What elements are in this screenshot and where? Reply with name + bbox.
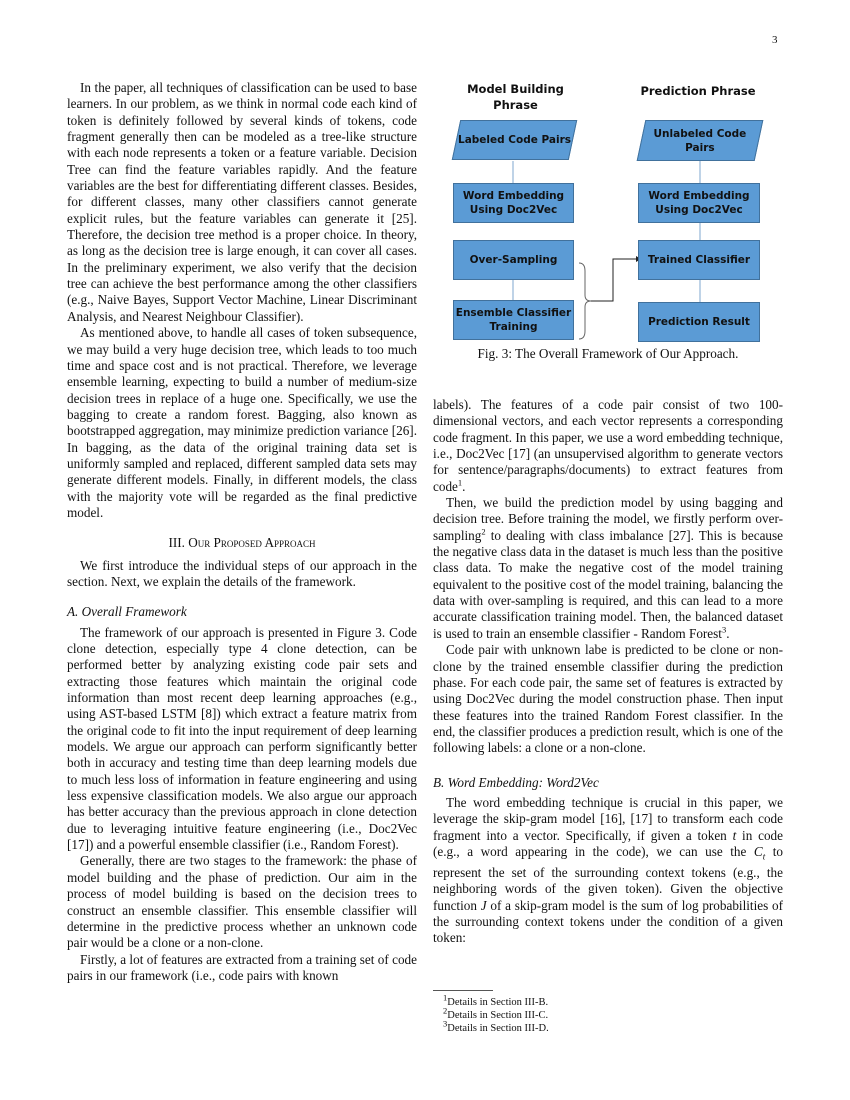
footnotes bbox=[443, 992, 549, 1035]
footnote: $^1$Details in Section III-B. bbox=[443, 992, 549, 1008]
footnote-divider bbox=[433, 990, 493, 991]
model-building-title: Model Building Phrase bbox=[467, 82, 564, 112]
prediction-result-box: Prediction Result bbox=[638, 302, 760, 342]
labeled-code-pairs-box: Labeled Code Pairs bbox=[452, 120, 578, 160]
framework-figure bbox=[433, 70, 783, 370]
paragraph: The framework of our approach is presented in Figure 3. Code clone detection, especially type 4 clone detection, can be performed better by analyzing existing code pair sets and extracting those features which maintain the original code information than most recent deep learning approaches (e.g., using AST-based LSTM [8]) which extract a feature matrix from the original code to fit into the input requirement of deep learning models. We argue our approach can perform significantly better both in accuracy and testing time than deep learning models due to much less loss of information in feature engineering and using less expensive classification models. We also argue our approach has better accuracy than the previous approach in clone detection due to leveraging intuitive feature engineering (i.e., Doc2Vec [17]) and a powerful ensemble classifier (i.e., Random Forest). bbox=[67, 624, 417, 853]
paragraph: labels). The features of a code pair consist of two 100-dimensional vectors, and each vector represents a corresponding code fragment. In this paper, we use a word embedding technique, i.e., Doc2Vec [17] (an unsupervised algorithm to generate vectors for sentence/paragraphs/documents) to extract features from code$^1$. bbox=[433, 397, 783, 494]
left-column bbox=[67, 80, 417, 984]
paragraph: We first introduce the individual steps of our approach in the section. Next, we explain the details of the framework. bbox=[67, 557, 417, 589]
paragraph: As mentioned above, to handle all cases of token subsequence, we may build a very huge decision tree, which leads to too much time and space cost and is not practical. Therefore, we leverage ensemble learning, expecting to build a number of medium-size decision trees in replace of a huge one. Specifically, we use the bagging to create a random forest. Bagging, also known as bootstrapped aggregation, may minimize prediction variance [26]. In bagging, as the data of the original training data set is uniformly sampled and replaced, different sampled data sets may generate different models. Finally, in different models, the class with the majority vote will be regarded as the final predictive model. bbox=[67, 325, 417, 520]
figure-caption: Fig. 3: The Overall Framework of Our Approach. bbox=[477, 346, 739, 361]
paragraph: The word embedding technique is crucial in this paper, we leverage the skip-gram model [16], [17] to transform each code fragment into a vector. Specifically, if given a token t in code (e.g., a word appearing in the code), we can use the $C_t$ to represent the set of the surrounding context tokens (e.g., the neighboring words of the given token). Given the objective function J of a skip-gram model is the sum of log probabilities of the surrounding context tokens under the condition of a given token: bbox=[433, 794, 783, 946]
word-embedding-box: Word Embedding Using Doc2Vec bbox=[638, 183, 760, 223]
footnote: $^3$Details in Section III-D. bbox=[443, 1018, 549, 1034]
unlabeled-code-pairs-box: Unlabeled Code Pairs bbox=[637, 120, 764, 161]
paragraph: Then, we build the prediction model by using bagging and decision tree. Before training the model, we firstly perform over-sampling$^2$ to dealing with class imbalance [27]. This is because the negative class data in the dataset is much less than the positive class data. To make the negative cost of the model training equivalent to the positive cost of the model training, balancing the data with over-sampling is required, and this can lead to a more accurate classification training model. Then, the balanced dataset is used to train an ensemble classifier - Random Forest$^3$. bbox=[433, 495, 783, 641]
paragraph: Firstly, a lot of features are extracted from a training set of code pairs in our framework (i.e., code pairs with known bbox=[67, 951, 417, 983]
subsection-heading: A. Overall Framework bbox=[67, 604, 187, 620]
trained-classifier-box: Trained Classifier bbox=[638, 240, 760, 280]
subsection-heading: B. Word Embedding: Word2Vec bbox=[433, 774, 599, 790]
paragraph: Generally, there are two stages to the framework: the phase of model building and the phase of prediction. Our aim in the process of model building is based on the decision trees to construct an ensemble classifier. This ensemble classifier will determine in the predictive process whether an unknown code pair would be a clone or a non-clone. bbox=[67, 853, 417, 951]
paragraph: In the paper, all techniques of classification can be used to base learners. In our problem, as we think in normal code each kind of token is definitely followed by several kinds of tokens, code fragment generally then can be modeled as a tree-like structure with each node represents a token or a feature variable. Decision Tree can find the feature variables rapidly. And the feature variables are the best for differentiating different classes. Besides, for different classes, many other classifiers cannot generate explicit rules, but the feature variables can generate it [25]. Therefore, the decision tree method is a proper choice. In theory, as long as the decision tree is large enough, it can cover all cases. In the preliminary experiment, we also verify that the decision tree can achieve the best performance among the other classifiers (e.g., Naive Bayes, Support Vector Machine, Linear Discriminant Analysis, and Nearest Neighbour Classifier). bbox=[67, 80, 417, 324]
over-sampling-box: Over-Sampling bbox=[453, 240, 574, 280]
footnote: $^2$Details in Section III-C. bbox=[443, 1005, 549, 1021]
paragraph: Code pair with unknown labe is predicted to be clone or non-clone by the trained ensemble classifier during the prediction phase. For each code pair, the same set of features is extracted by using Doc2Vec during the model construction phase. Then input these features into the trained Random Forest classifier. In the end, the classifier produces a prediction result, which is one of the following labels: a clone or a non-clone. bbox=[433, 642, 783, 756]
prediction-title: Prediction Phrase bbox=[640, 84, 756, 98]
word-embedding-box: Word Embedding Using Doc2Vec bbox=[453, 183, 574, 223]
ensemble-training-box: Ensemble Classifier Training bbox=[453, 300, 574, 340]
right-column bbox=[433, 397, 783, 947]
page-number: 3 bbox=[772, 34, 778, 46]
section-heading: III. Our Proposed Approach bbox=[168, 535, 316, 551]
